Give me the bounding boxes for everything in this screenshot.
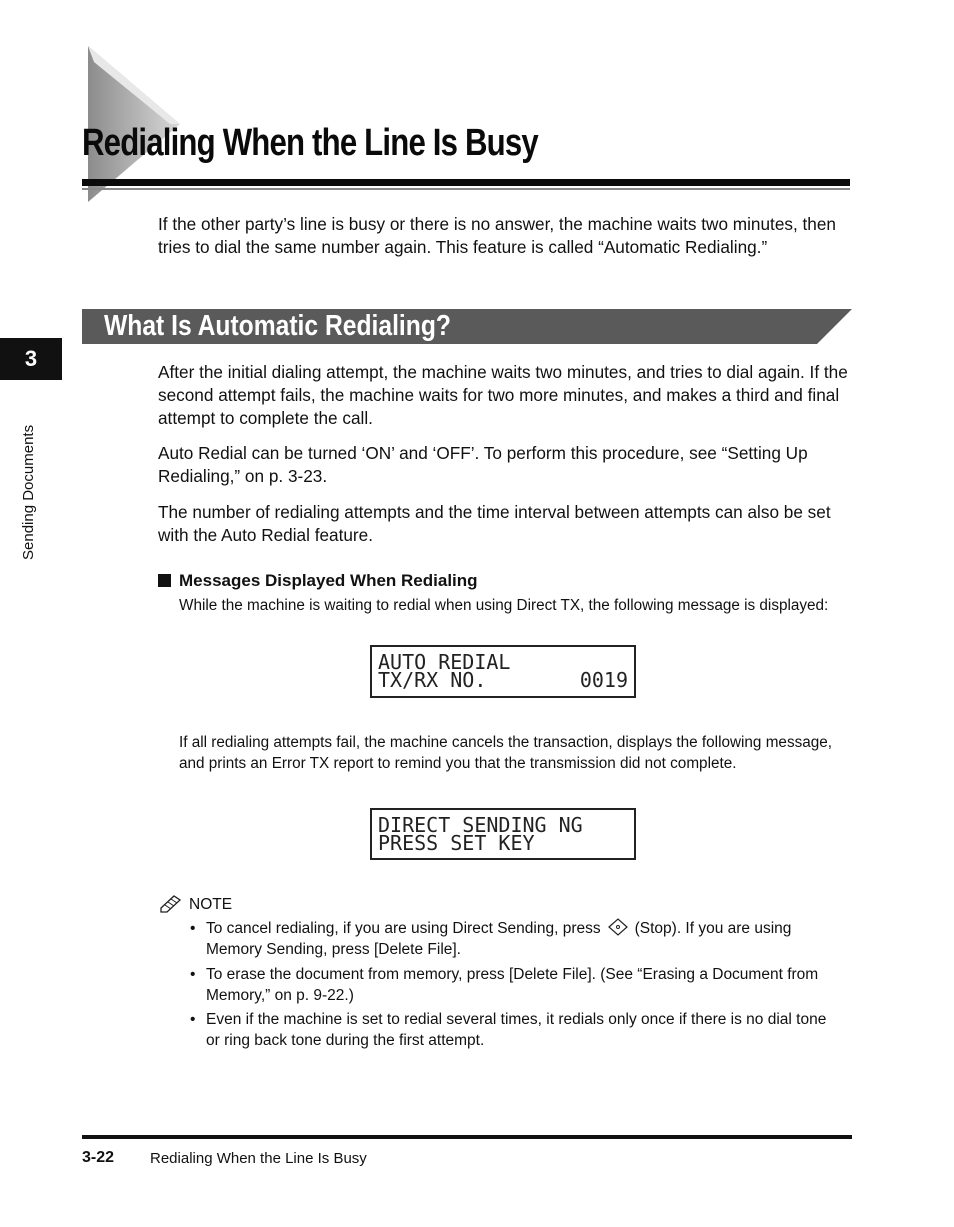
lcd-display <box>370 808 636 860</box>
footer-title: Redialing When the Line Is Busy <box>150 1150 367 1167</box>
note-item <box>190 964 840 1006</box>
note-label: NOTE <box>189 896 233 913</box>
section-paragraph: The number of redialing attempts and the time interval between attempts can also be set with the Auto Redial feature. <box>158 502 831 545</box>
lcd-line: PRESS SET KEY <box>378 831 535 855</box>
lcd-line: TX/RX NO. <box>378 668 487 692</box>
lcd-value: 0019 <box>579 668 628 692</box>
lcd-display <box>370 645 636 698</box>
note-text: To erase the document from memory, press [Delete File]. (See “Erasing a Document from Memory,” on p. 9-22.) <box>206 966 819 1004</box>
messages-text: If all redialing attempts fail, the machine cancels the transaction, displays the following message, and prints an Error TX report to remind you that the transmission did not complete. <box>179 734 833 772</box>
page-title: Redialing When the Line Is Busy <box>82 122 538 164</box>
square-bullet-icon <box>158 574 171 587</box>
bullet: • <box>190 966 196 983</box>
subheading <box>158 571 478 591</box>
footer-rule <box>82 1135 852 1139</box>
page-number: 3-22 <box>82 1149 115 1166</box>
section-title: What Is Automatic Redialing? <box>104 310 451 342</box>
note-text: (Stop). If you are using Memory Sending, press [Delete File]. <box>206 920 792 958</box>
chapter-tab: 3 <box>0 338 62 380</box>
stop-button-icon <box>607 918 629 936</box>
bullet: • <box>190 1011 196 1028</box>
title-rule-shadow <box>82 188 850 190</box>
lcd-line: DIRECT SENDING NG <box>378 813 583 837</box>
chapter-side-label: Sending Documents <box>20 424 37 560</box>
title-rule <box>82 179 850 186</box>
note-heading <box>159 894 232 914</box>
note-pencil-icon <box>159 894 185 914</box>
note-text: To cancel redialing, if you are using Direct Sending, press <box>206 920 601 937</box>
bullet: • <box>190 920 196 937</box>
intro-paragraph: If the other party’s line is busy or there is no answer, the machine waits two minutes, then tries to dial the same number again. This feature is called “Automatic Redialing.” <box>158 214 836 257</box>
section-paragraph: Auto Redial can be turned ‘ON’ and ‘OFF’. To perform this procedure, see “Setting Up Redialing,” on p. 3-23. <box>158 443 808 486</box>
subheading-text: Messages Displayed When Redialing <box>179 571 478 590</box>
note-item <box>190 1009 840 1051</box>
note-item <box>190 918 840 960</box>
note-text: Even if the machine is set to redial several times, it redials only once if there is no dial tone or ring back tone during the first attempt. <box>206 1011 827 1049</box>
messages-text: While the machine is waiting to redial when using Direct TX, the following message is displayed: <box>179 597 829 614</box>
section-paragraph: After the initial dialing attempt, the machine waits two minutes, and tries to dial again. If the second attempt fails, the machine waits for two more minutes, and makes a third and final attempt to complete the call. <box>158 362 848 428</box>
lcd-line: AUTO REDIAL <box>378 650 511 674</box>
